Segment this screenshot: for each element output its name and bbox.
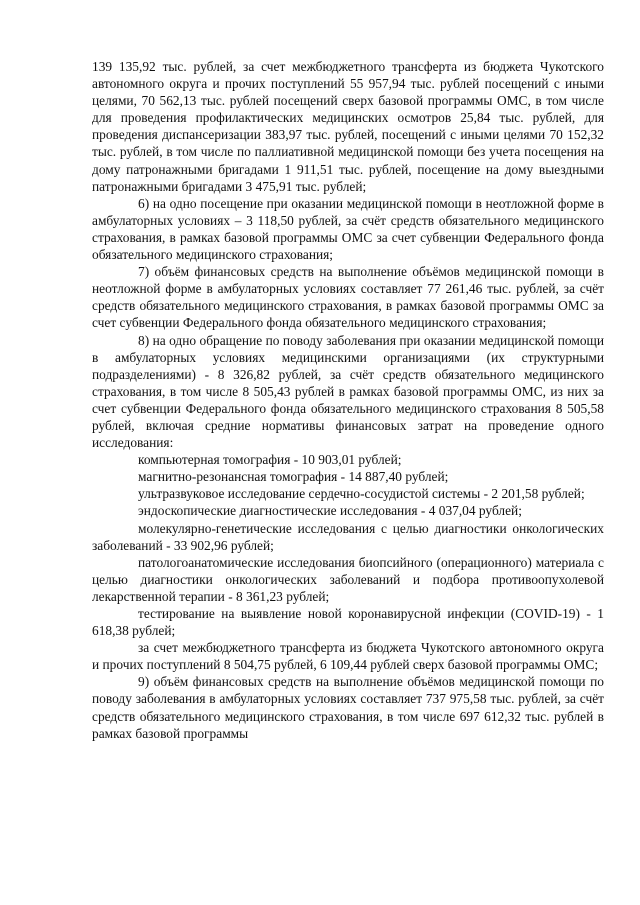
paragraph-endoscopy: эндоскопические диагностические исследования - 4 037,04 рублей; — [138, 503, 522, 519]
paragraph-interbudget-transfer: за счет межбюджетного трансферта из бюджета Чукотского автономного округа и прочих поступлений 8 504,75 рублей, 6 109,44 рублей сверх базовой программы ОМС; — [92, 640, 604, 673]
paragraph-item-9: 9) объём финансовых средств на выполнение объёмов медицинской помощи по поводу заболевания в амбулаторных условиях составляет 737 975,58 тыс. рублей, за счёт средств обязательного медицинского страхования, в том числе 697 612,32 тыс. рублей в рамках базовой программы — [92, 674, 604, 741]
paragraph-item-7: 7) объём финансовых средств на выполнение объёмов медицинской помощи в неотложной форме в амбулаторных условиях составляет 77 261,46 тыс. рублей, за счёт средств обязательного медицинского страхования, в рамках базовой программы ОМС за счет субвенции Федерального фонда обязательного медицинского страхования; — [92, 264, 604, 331]
paragraph-item-6: 6) на одно посещение при оказании медицинской помощи в неотложной форме в амбулаторных условиях – 3 118,50 рублей, за счёт средств обязательного медицинского страхования, в рамках базовой программы ОМС за счет субвенции Федерального фонда обязательного медицинского страхования; — [92, 195, 604, 263]
paragraph-ultrasound: ультразвуковое исследование сердечно-сосудистой системы - 2 201,58 рублей; — [138, 486, 585, 502]
paragraph-ct: компьютерная томография - 10 903,01 рублей; — [138, 452, 402, 468]
paragraph-pathology: патологоанатомические исследования биопсийного (операционного) материала с целью диагностики онкологических заболеваний и подбора противоопухолевой лекарственной терапии - 8 361,23 рублей; — [92, 554, 604, 604]
paragraph-mri: магнитно-резонансная томография - 14 887,40 рублей; — [138, 469, 449, 485]
paragraph-funding-continuation: 139 135,92 тыс. рублей, за счет межбюджетного трансферта из бюджета Чукотского автономного округа и прочих поступлений 55 957,94 тыс. рублей посещений с иными целями, 70 562,13 тыс. рублей посещений сверх базовой программы ОМС, в том числе для проведения профилактических медицинских осмотров 25,84 тыс. рублей, для проведения диспансеризации 383,97 тыс. рублей, посещений с иными целями 70 152,32 тыс. рублей, в том числе по паллиативной медицинской помощи без учета посещения на дому патронажными бригадами 1 911,51 тыс. рублей, посещение на дому выездными патронажными бригадами 3 475,91 тыс. рублей; — [92, 59, 604, 194]
paragraph-covid-testing: тестирование на выявление новой коронавирусной инфекции (COVID-19) - 1 618,38 рублей; — [92, 606, 604, 639]
paragraph-molecular-genetic: молекулярно-генетические исследования с целью диагностики онкологических заболеваний - 33 902,96 рублей; — [92, 520, 604, 553]
paragraph-item-8: 8) на одно обращение по поводу заболевания при оказании медицинской помощи в амбулаторных условиях медицинскими организациями (их структурными подразделениями) - 8 326,82 рублей, за счёт средств обязательного медицинского страхования, в том числе 8 505,43 рублей в рамках базовой программы ОМС, из них за счет субвенции Федерального фонда обязательного медицинского страхования 8 505,58 рублей, включая средние нормативы финансовых затрат на проведение одного исследования: — [92, 332, 604, 451]
